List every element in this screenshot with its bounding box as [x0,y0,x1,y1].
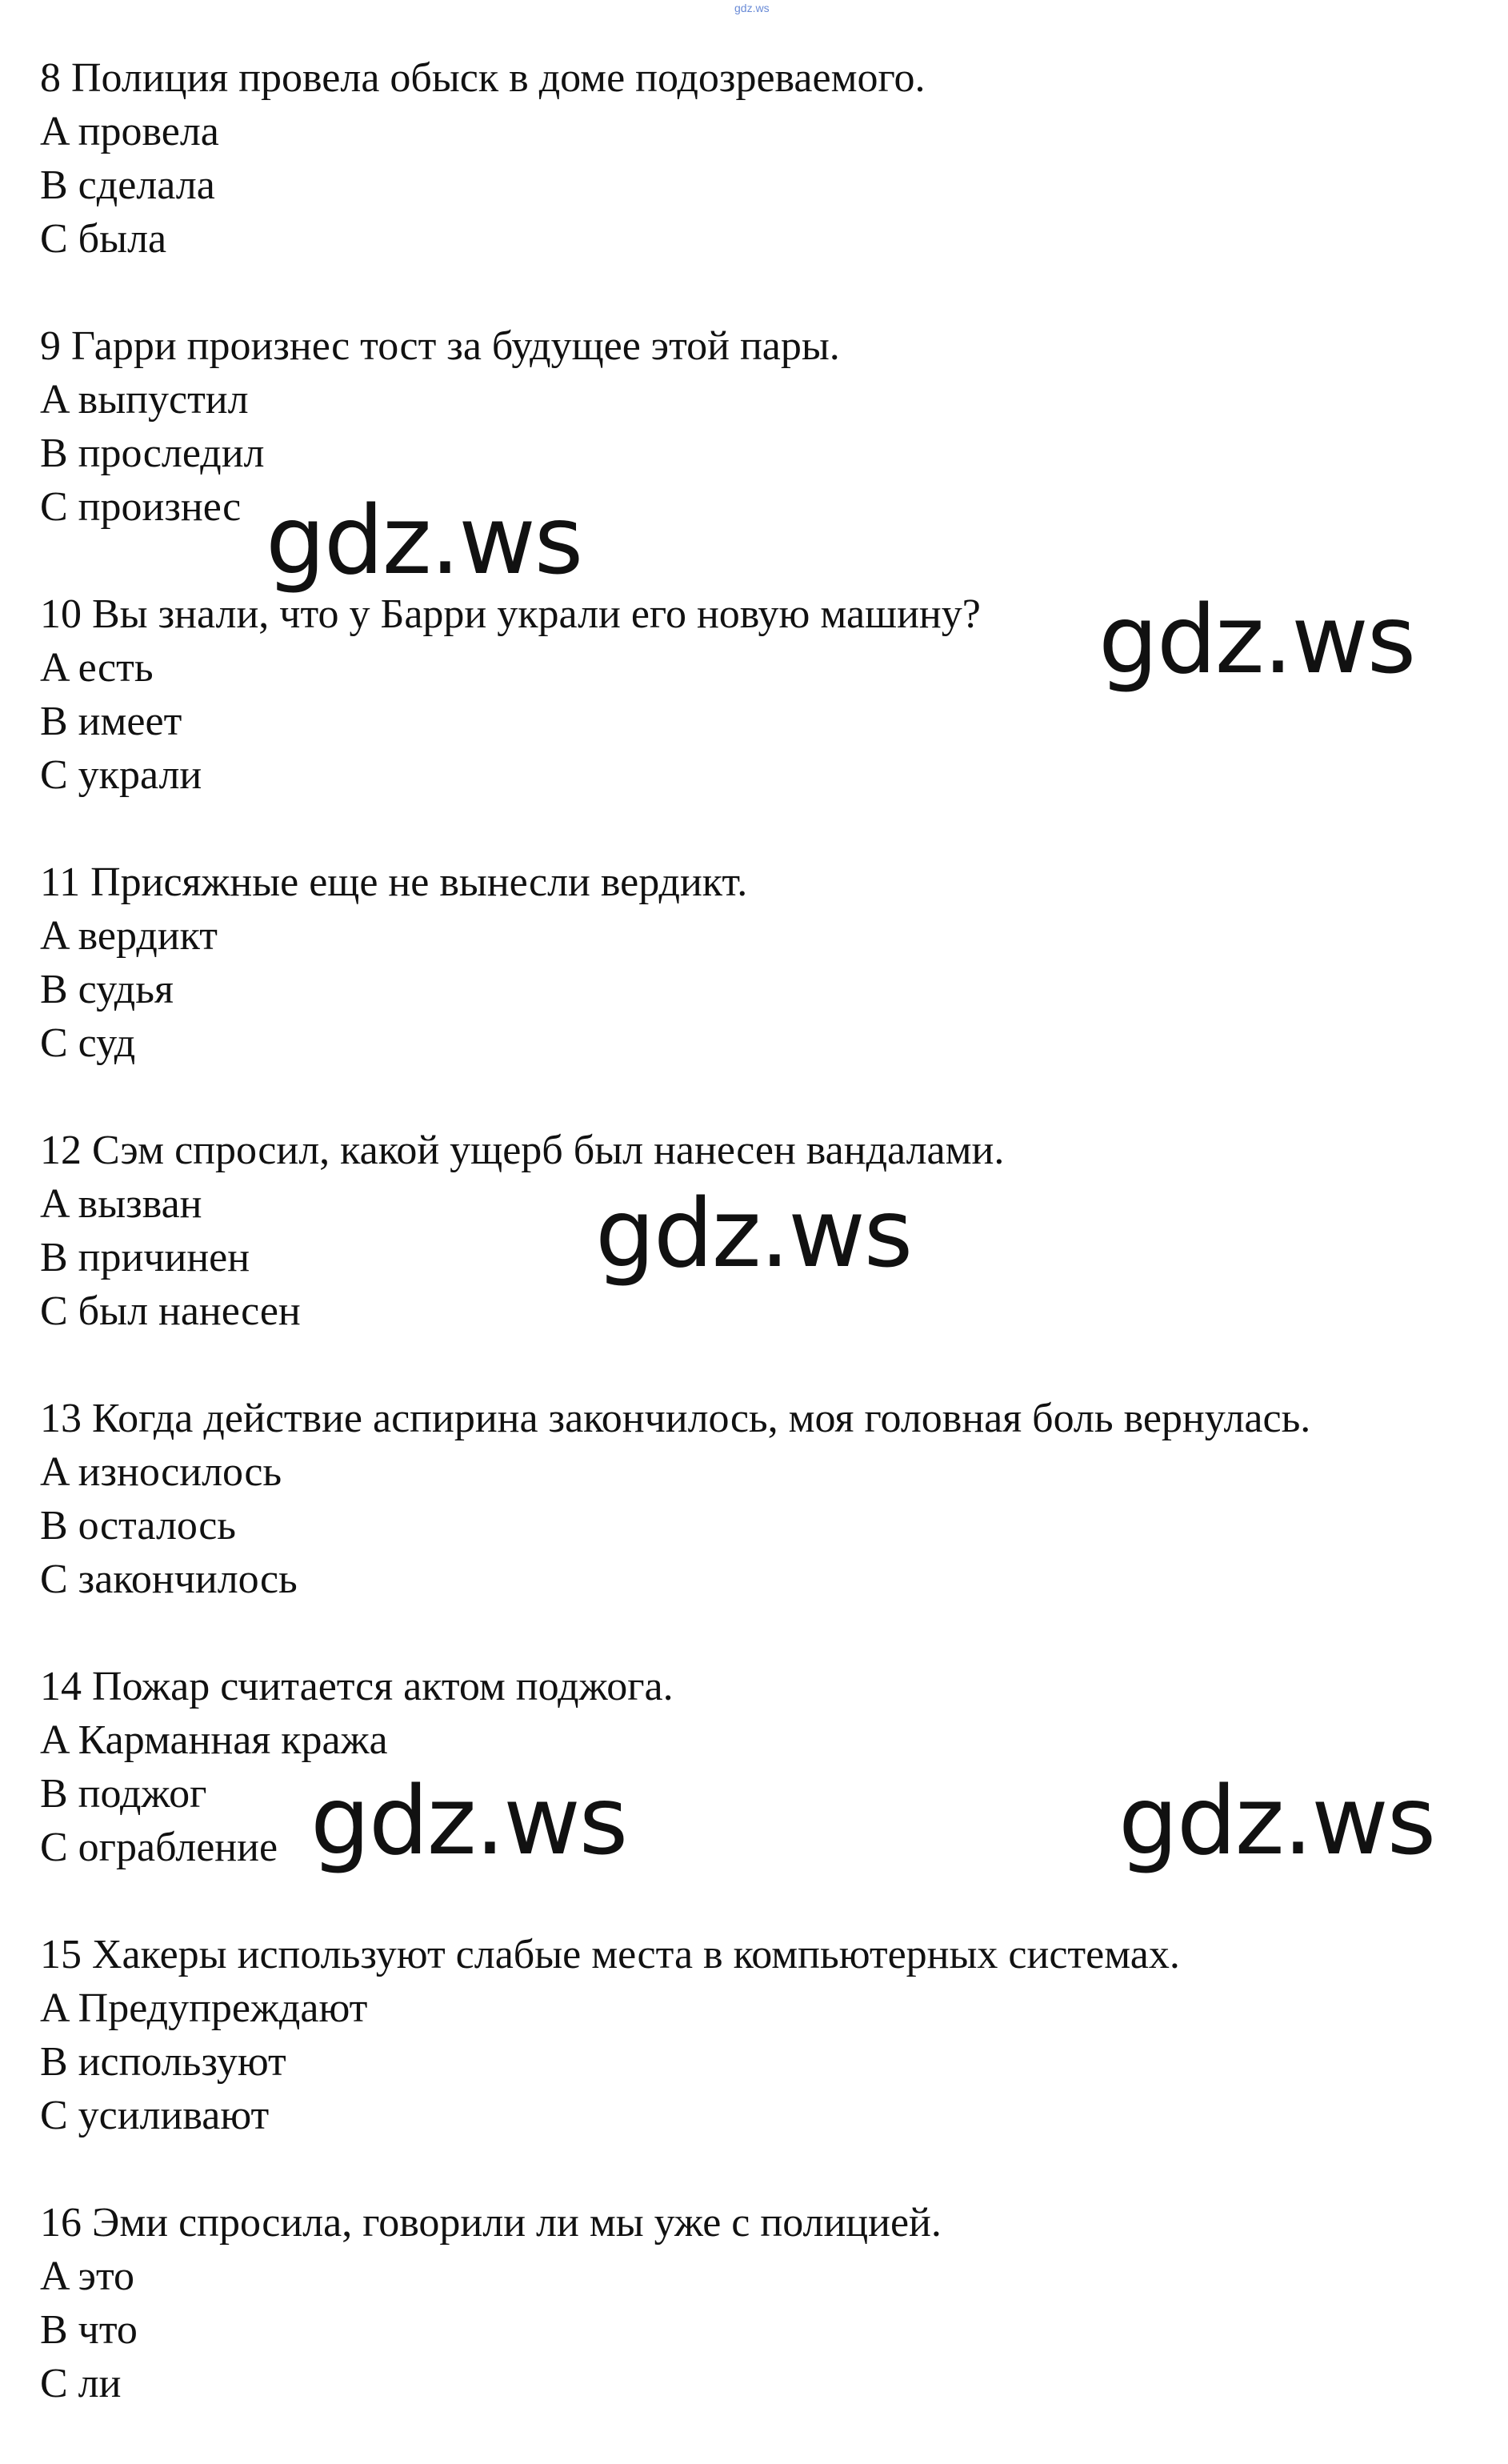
watermark: gdz.ws [310,1765,627,1876]
question-15 [40,1928,1496,2142]
question-stem: 16 Эми спросила, говорили ли мы уже с полицией. [40,2200,942,2246]
option-a: A износилось [40,1449,282,1495]
option-a: A Карманная кража [40,1717,388,1763]
option-c: C суд [40,1020,136,1066]
option-b: B осталось [40,1503,236,1549]
option-c: C был нанесен [40,1288,301,1334]
question-stem: 12 Сэм спросил, какой ущерб был нанесен вандалами. [40,1128,1005,1173]
option-b: B что [40,2307,138,2353]
option-a: A есть [40,645,154,691]
question-stem: 9 Гарри произнес тост за будущее этой пары. [40,323,840,369]
option-c: C усиливают [40,2093,270,2138]
question-13 [40,1392,1496,1606]
question-stem: 15 Хакеры используют слабые места в компьютерных системах. [40,1932,1180,1977]
option-b: B используют [40,2039,286,2085]
option-c: C закончилось [40,1557,298,1602]
watermark: gdz.ws [595,1178,912,1288]
option-c: C ограбление [40,1825,278,1870]
question-stem: 14 Пожар считается актом поджога. [40,1664,674,1709]
option-a: A вердикт [40,913,218,959]
option-c: C ли [40,2361,122,2406]
option-b: B проследил [40,431,265,476]
option-a: A выпустил [40,377,249,423]
question-11 [40,855,1496,1070]
option-c: C была [40,216,167,262]
question-8 [40,51,1496,266]
site-mark: gdz.ws [734,2,770,14]
question-9 [40,319,1496,534]
option-a: A это [40,2254,135,2299]
option-b: B судья [40,967,174,1012]
option-a: A вызван [40,1181,202,1227]
option-b: B сделала [40,162,215,208]
question-stem: 8 Полиция провела обыск в доме подозреваемого. [40,55,926,101]
watermark: gdz.ws [266,485,582,595]
option-a: A Предупреждают [40,1985,368,2031]
question-16 [40,2196,1496,2410]
option-b: B причинен [40,1235,250,1280]
option-b: B имеет [40,699,182,744]
question-stem: 13 Когда действие аспирина закончилось, моя головная боль вернулась. [40,1396,1311,1441]
option-c: C украли [40,752,202,798]
option-b: B поджог [40,1771,207,1817]
option-c: C произнес [40,484,242,530]
question-stem: 11 Присяжные еще не вынесли вердикт. [40,859,748,905]
watermark: gdz.ws [1098,584,1415,695]
watermark: gdz.ws [1118,1765,1435,1876]
question-stem: 10 Вы знали, что у Барри украли его новую машину? [40,591,981,637]
option-a: A провела [40,109,219,154]
